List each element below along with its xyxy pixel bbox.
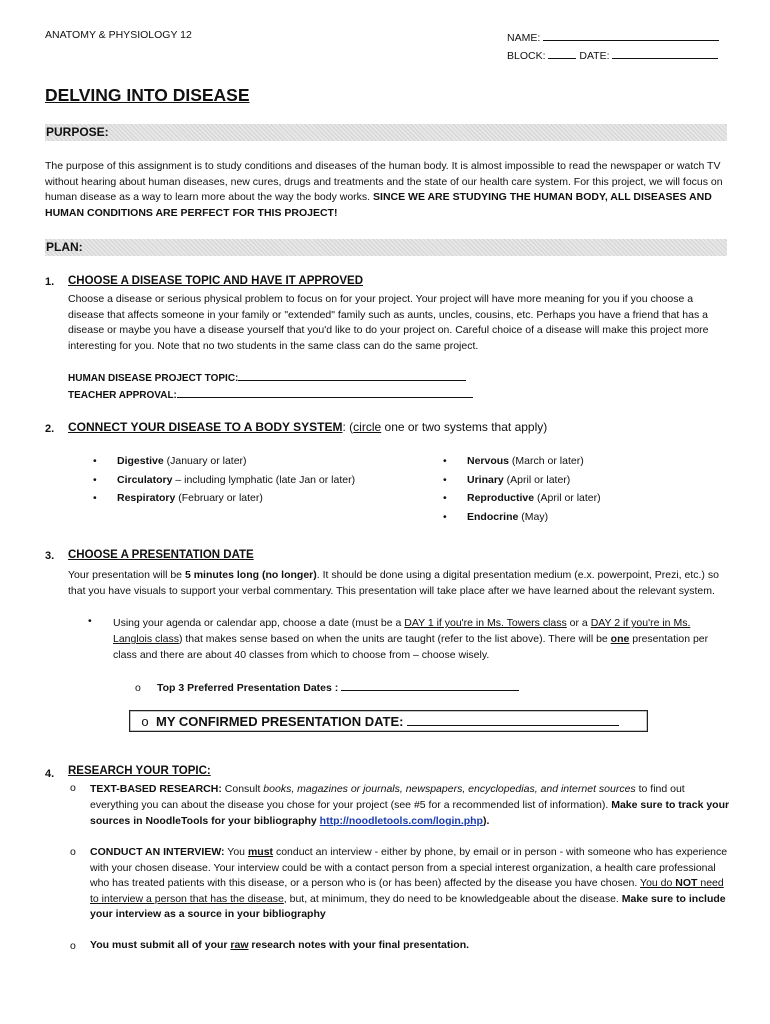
step4-heading: RESEARCH YOUR TOPIC: (68, 765, 211, 777)
system-item-digestive: • Digestive (January or later) (93, 455, 247, 467)
step2-circle-word: circle (353, 420, 382, 434)
purpose-heading: PURPOSE: (46, 125, 109, 139)
research-bullet-3: o (70, 940, 76, 952)
duration-emphasis: 5 minutes long (no longer) (184, 569, 317, 581)
step2-heading: CONNECT YOUR DISEASE TO A BODY SYSTEM (68, 420, 343, 434)
system-item-endocrine: • Endocrine (May) (443, 510, 549, 523)
research-bullet-2: o (70, 846, 76, 858)
noodletools-link[interactable]: http://noodletools.com/login.php (319, 815, 483, 827)
confirmed-date-field[interactable] (407, 712, 619, 726)
text-research-item: TEXT-BASED RESEARCH: Consult books, magazines or journals, newspapers, encyclopedias, and internet sources to find out everything you can about the disease you chose for your project (see #5 for a recommended list of information). Make sure to track your sources in NoodleTools for your bibliography http://noodletools.com/login.php). (90, 783, 730, 827)
date-label: DATE: (579, 50, 610, 62)
systems-left-list (93, 452, 355, 508)
approval-label: TEACHER APPROVAL: (68, 390, 177, 401)
date-field[interactable] (612, 48, 718, 59)
step3-paragraph: Your presentation will be 5 minutes long (no longer). It should be done using a digital presentation medium (e.x. powerpoint, Prezi, etc.) so that you have visuals to support your verbal commentary. This presentation will take place after we have learned about the relevant system. (68, 569, 719, 597)
system-item-urinary: • Urinary (April or later) (443, 473, 571, 486)
step2-instruction: one or two systems that apply) (381, 420, 548, 434)
confirmed-date-box: o MY CONFIRMED PRESENTATION DATE: (129, 710, 648, 732)
system-item-respiratory: • Respiratory (February or later) (93, 492, 263, 504)
interview-item: CONDUCT AN INTERVIEW: You must conduct an interview - either by phone, by email or in person - with someone who has experience with your chosen disease. Your interview could be with a contact person from a special interest organization, a health care professional who has treated patients with this disease, or a person who is (or has been) affected by the disease you have chosen. You do NOT need to interview a person that has the disease, but, at minimum, they do need to be knowledgeable about the disease. Make sure to include your interview as a source in your bibliography (90, 846, 728, 920)
step1-text: Choose a disease or serious physical problem to focus on for your project. Your project will have more meaning for you if you choose a disease that affects someone in your family or "extended" family such as aunts, uncles, cousins, etc. Perhaps you have a friend that has a disease or maybe you have a disease yourself that you'd like to do your project on. Careful choice of a disease will make this project more interesting for you. Note that no two students in the same class can do the same project. (68, 293, 709, 352)
systems-right-list (443, 452, 601, 526)
approval-field[interactable] (177, 387, 473, 398)
name-label: NAME: (507, 32, 541, 44)
system-item-nervous: • Nervous (March or later) (443, 455, 584, 467)
step1-fields (68, 370, 730, 404)
step3-bullet-marker: • (88, 615, 92, 627)
top3-label: Top 3 Preferred Presentation Dates : (157, 682, 339, 694)
step3-number: 3. (45, 550, 55, 562)
page-title: DELVING INTO DISEASE (45, 85, 250, 105)
name-line (507, 29, 719, 47)
plan-heading: PLAN: (46, 240, 83, 254)
step1-number: 1. (45, 276, 55, 288)
purpose-heading-band (45, 124, 727, 141)
step2-number: 2. (45, 423, 55, 435)
purpose-text: The purpose of this assignment is to study conditions and diseases of the human body. It is almost impossible to read the newspaper or watch TV without hearing about human diseases, new cures, drugs and treatments and the state of our health care system. For this project, we will focus on human disease as a way to learn more about the way the body works. (45, 160, 723, 203)
name-field[interactable] (543, 30, 719, 41)
block-label: BLOCK: (507, 50, 546, 62)
purpose-paragraph (45, 159, 727, 221)
purpose-emphasis: SINCE WE ARE STUDYING THE HUMAN BODY, ALL DISEASES AND HUMAN CONDITIONS ARE PERFECT FOR THIS PROJECT! (45, 191, 712, 219)
step2-colon: : ( (342, 420, 354, 434)
topic-field[interactable] (238, 370, 466, 381)
step1-heading: CHOOSE A DISEASE TOPIC AND HAVE IT APPROVED (68, 275, 363, 287)
step2-heading-line (68, 420, 547, 434)
research-bullet-1: o (70, 782, 76, 794)
system-item-circulatory: • Circulatory – including lymphatic (late Jan or later) (93, 473, 356, 486)
block-date-line (507, 47, 719, 65)
topic-line (68, 370, 730, 387)
top3-dates-line: o Top 3 Preferred Presentation Dates : (135, 680, 519, 694)
student-info (507, 29, 719, 65)
system-item-reproductive: • Reproductive (April or later) (443, 492, 601, 504)
step4-number: 4. (45, 768, 55, 780)
topic-label: HUMAN DISEASE PROJECT TOPIC: (68, 373, 239, 384)
top3-field[interactable] (341, 680, 519, 691)
course-title: ANATOMY & PHYSIOLOGY 12 (45, 29, 192, 41)
step3-heading: CHOOSE A PRESENTATION DATE (68, 549, 254, 561)
plan-heading-band (45, 239, 727, 256)
step3-bullet-text: Using your agenda or calendar app, choose a date (must be a DAY 1 if you're in Ms. Towers class or a DAY 2 if you're in Ms. Langlois class) that makes sense based on when the units are taught (refer to the list above). There will be one presentation per class and there are about 40 classes from which to choose from – choose wisely. (113, 617, 709, 661)
confirmed-date-label: MY CONFIRMED PRESENTATION DATE: (156, 714, 404, 729)
block-field[interactable] (548, 48, 576, 59)
approval-line (68, 387, 730, 404)
raw-notes-item: You must submit all of your raw research notes with your final presentation. (90, 939, 470, 951)
